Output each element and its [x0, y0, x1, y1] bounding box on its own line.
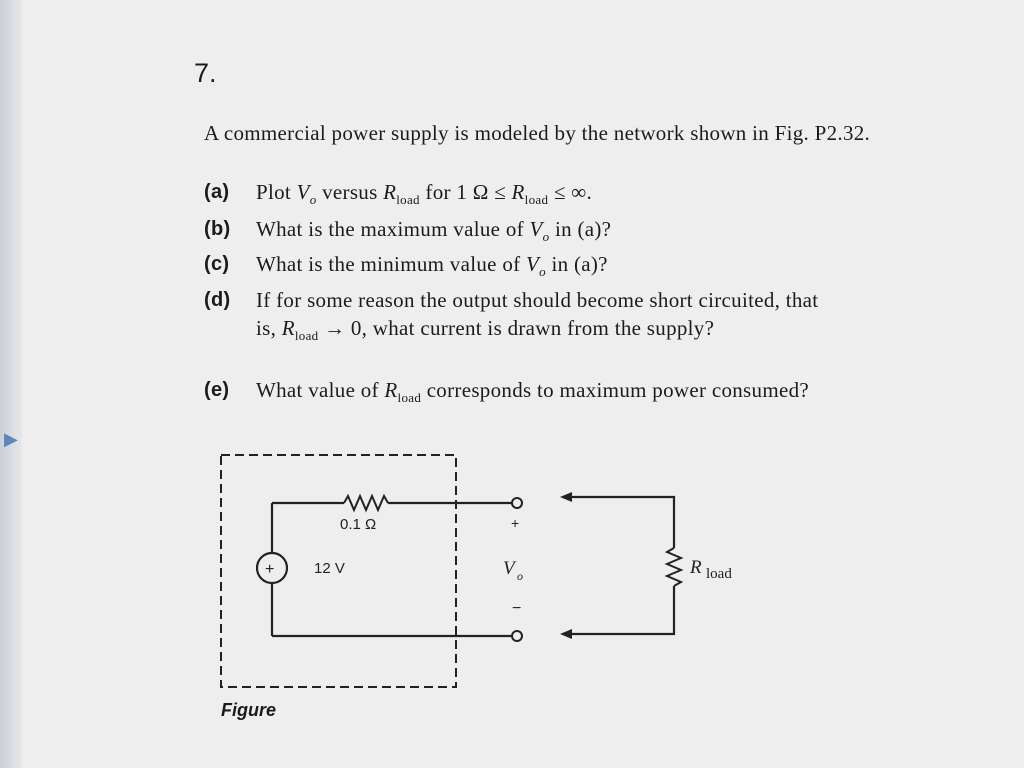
vo-label-letter: V [503, 558, 515, 579]
part-a: (a) Plot $V_o$ versus $R_{load}$ for 1 $\Omega \le R_{load}$ ≤ ∞. [204, 180, 593, 208]
load-arrow-top-icon [560, 492, 572, 502]
output-terminal-negative [512, 631, 522, 641]
rload-label-letter: R [690, 557, 702, 578]
problem-intro: A commercial power supply is modeled by the network shown in Fig. P2.32. [204, 121, 871, 145]
part-c-label: (c) [204, 253, 230, 275]
part-e: (e) What value of $R_{load}$ corresponds to maximum power consumed? [204, 378, 810, 406]
part-a-label: (a) [204, 181, 230, 203]
load-wire-top [570, 497, 674, 548]
output-terminal-positive [512, 498, 522, 508]
problem-number: 7. [194, 58, 217, 88]
play-arrow-icon[interactable]: ▶ [4, 429, 18, 450]
vo-minus-sign: − [512, 600, 522, 617]
part-b: (b) What is the maximum value of $V_o$ in (a)? [204, 217, 612, 245]
resistor-0-1-ohm [344, 496, 388, 510]
load-arrow-bottom-icon [560, 629, 572, 639]
vo-label-subscript: o [517, 569, 523, 583]
part-d: (d) If for some reason the output should become short circuited, that is, $R_{load} \to 0$, what current is drawn from the supply? [204, 288, 819, 344]
source-plus-sign: + [265, 561, 275, 578]
part-b-label: (b) [204, 218, 231, 240]
part-c: (c) What is the minimum value of $V_o$ in (a)? [204, 252, 608, 280]
rload-label-subscript: load [706, 566, 732, 582]
load-resistor [667, 548, 681, 586]
part-d-label: (d) [204, 289, 231, 311]
part-e-label: (e) [204, 379, 230, 401]
source-label: 12 V [314, 560, 345, 577]
load-wire-bottom [570, 586, 674, 634]
vo-plus-sign: + [511, 515, 520, 531]
figure-caption: Figure [221, 700, 277, 720]
resistor-label: 0.1 Ω [340, 516, 377, 533]
